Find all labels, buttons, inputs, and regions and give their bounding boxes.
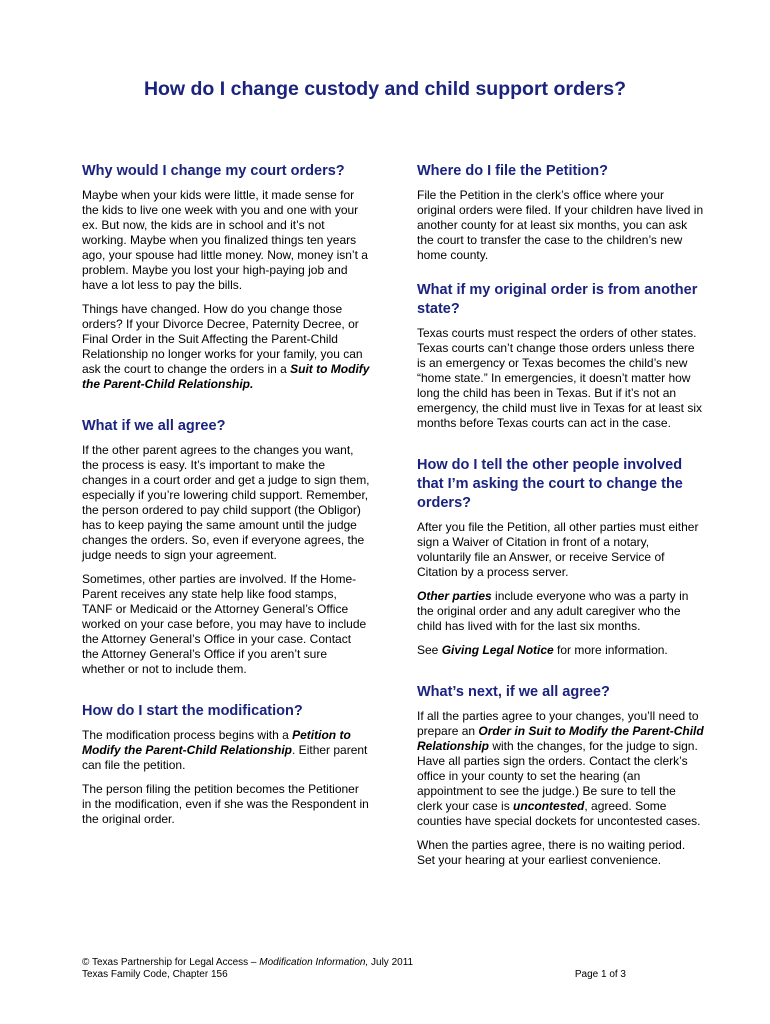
- paragraph: File the Petition in the clerk’s office where your original orders were filed. If your children have lived in another county for at least six months, you can ask the court to transfer the case to the children’s new home county.: [417, 188, 704, 262]
- paragraph: If the other parent agrees to the changes you want, the process is easy. It’s important to make the changes in a court order and get a judge to sign them, especially if you’re lowering child support. Remember, the person ordered to pay child support (the Obligor) has to keep paying the same amount until the judge changes the orders. So, even if everyone agrees, the judge needs to sign your agreement.: [82, 443, 370, 562]
- paragraph: If all the parties agree to your changes, you’ll need to prepare an Order in Suit to Modify the Parent-Child Relationship with the changes, for the judge to sign. Have all parties sign the orders. Contact the clerk’s office in your county to set the hearing (an appointment to see the judge.) Be sure to tell the clerk your case is uncontested, agreed. Some counties have special dockets for uncontested cases.: [417, 709, 704, 828]
- page-footer: [82, 957, 626, 981]
- section-heading-whats-next: What’s next, if we all agree?: [417, 684, 610, 700]
- section-heading-why-change: Why would I change my court orders?: [82, 163, 345, 179]
- left-column: [82, 162, 370, 836]
- emphasis-text: Petition to Modify the Parent-Child Relationship: [82, 728, 351, 757]
- paragraph: Sometimes, other parties are involved. If the Home-Parent receives any state help like food stamps, TANF or Medicaid or the Attorney General’s Office worked on your case before, you may have to include the Attorney General’s Office in your case. Contact the Attorney General’s Office if you aren’t sure whether or not to include them.: [82, 572, 367, 676]
- page-title: How do I change custody and child support orders?: [143, 78, 627, 100]
- paragraph: Other parties include everyone who was a party in the original order and any adult caregiver who the child has lived with for the last six months.: [417, 589, 689, 633]
- emphasis-text: Order in Suit to Modify the Parent-Child Relationship: [417, 724, 704, 753]
- paragraph: Maybe when your kids were little, it made sense for the kids to live one week with you and one with your ex. But now, the kids are in school and it’s not working. Maybe when you finalized things ten years ago, your spouse had little money. Now, money isn’t a problem. Maybe you lost your high-paying job and have a lot less to pay the bills.: [82, 188, 368, 292]
- emphasis-text: uncontested: [513, 799, 585, 813]
- paragraph: Things have changed. How do you change those orders? If your Divorce Decree, Paternity Decree, or Final Order in the Suit Affecting the Parent-Child Relationship no longer works for your family, you can ask the court to change the orders in a Suit to Modify the Parent-Child Relationship.: [82, 302, 370, 391]
- paragraph: The person filing the petition becomes the Petitioner in the modification, even if she was the Respondent in the original order.: [82, 782, 369, 826]
- paragraph: The modification process begins with a Petition to Modify the Parent-Child Relationship. Either parent can file the petition.: [82, 728, 368, 772]
- footer-copyright: © Texas Partnership for Legal Access – Modification Information, July 2011: [82, 957, 414, 968]
- section-heading-tell-others: How do I tell the other people involved that I’m asking the court to change the orders?: [417, 457, 683, 511]
- section-heading-where-file: Where do I file the Petition?: [417, 163, 608, 179]
- paragraph: See Giving Legal Notice for more information.: [417, 643, 668, 657]
- paragraph: After you file the Petition, all other parties must either sign a Waiver of Citation in front of a notary, voluntarily file an Answer, or receive Service of Citation by a process server.: [417, 520, 699, 579]
- section-heading-start: How do I start the modification?: [82, 703, 303, 719]
- page-number: Page 1 of 3: [574, 969, 626, 980]
- paragraph: When the parties agree, there is no waiting period. Set your hearing at your earliest convenience.: [417, 838, 686, 867]
- emphasis-text: Other parties: [417, 589, 492, 603]
- section-heading-agree: What if we all agree?: [82, 418, 226, 434]
- footer-citation: Texas Family Code, Chapter 156: [82, 969, 228, 980]
- section-heading-another-state: What if my original order is from another state?: [417, 282, 698, 317]
- paragraph: Texas courts must respect the orders of other states. Texas courts can’t change those orders unless there is an emergency or Texas becomes the child’s new “home state.” In emergencies, it doesn’t matter how long the child has been in Texas. But if it’s not an emergency, the child must live in Texas for at least six months before Texas courts can act in the case.: [417, 326, 703, 430]
- emphasis-text: Suit to Modify the Parent-Child Relationship.: [82, 362, 370, 391]
- right-column: [417, 162, 704, 877]
- emphasis-text: Giving Legal Notice: [441, 643, 554, 657]
